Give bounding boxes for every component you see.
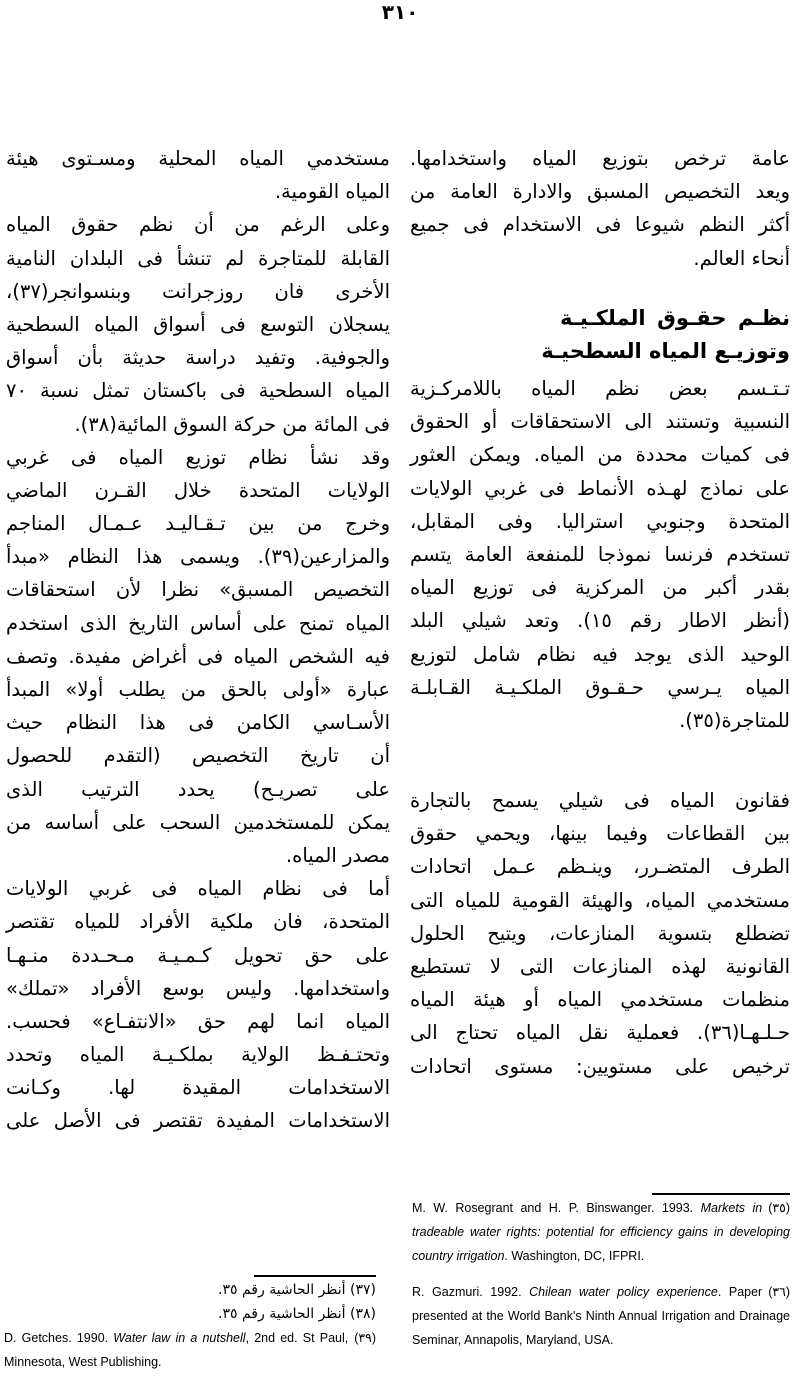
text-line: فيه الشخص المياه فى أغراض مفيدة. وتصف (6, 644, 390, 668)
text-line: مصدر المياه. (285, 843, 390, 867)
text-line: على حق تحويل كـمـيـة مـحـددة منـهـا (6, 943, 390, 967)
footnote-publisher: , 2nd ed. St Paul, Minnesota, West Publishing. (4, 1331, 349, 1369)
footnote-publisher: . Paper presented at the World Bank's Ninth Annual Irrigation and Drainage Seminar, Annapolis, Maryland, USA. (412, 1285, 790, 1347)
text-line: أنحاء العالم. (693, 246, 790, 270)
text-line: أن تاريخ التخصيص (التقدم للحصول (6, 744, 390, 768)
text-line: مستخدمي المياه المحلية ومسـتوى هيئة (6, 147, 390, 170)
text-line: أكثر النظم شيوعا فى الاستخدام فى جميع (410, 213, 790, 237)
footnote-number: (٣٦) (768, 1285, 790, 1299)
right-intro-paragraph (410, 142, 790, 275)
text-line: الولايات المتحدة خلال القـرن الماضي (6, 478, 390, 502)
footnote-divider-right (652, 1193, 790, 1195)
text-line: يسجلان التوسع فى أسواق المياه السطحية (6, 312, 390, 336)
text-line: فقانون المياه فى شيلي يسمح بالتجارة (410, 789, 790, 812)
text-line: نظـم حقـوق الملكـيـة (560, 306, 790, 330)
text-line: القانونية لهذه المنازعات التى لا تستطيع (410, 954, 790, 978)
text-line: الطرف المتضـرر، وينـظم عـمل اتحادات (410, 855, 790, 879)
footnote-entry: (٣٨) أنظر الحاشية رقم ٣٥. (218, 1306, 376, 1322)
text-line: الاستخدامات المفيدة تقتصر فى الأصل على (6, 1109, 390, 1133)
text-line: تستخدم فرنسا نموذجا للمنفعة العامة يتسم (410, 542, 790, 566)
text-line: الأخرى فان روزجرانت وبنسوانجر(٣٧)، (6, 279, 390, 303)
text-line: عبارة «أولى بالحق من يطلب أولا» المبدأ (6, 678, 390, 701)
text-line: تضطلع بتسوية المنازعات، ويتيح الحلول (410, 921, 790, 945)
text-line: القابلة للمتاجرة لم تنشأ فى البلدان النامية (6, 246, 390, 270)
text-line: النسبية وتستند الى الاستحقاقات أو الحقوق (410, 410, 790, 434)
text-line: وعلى الرغم من أن نظم حقوق المياه (6, 213, 390, 237)
text-line: منظمات مستخدمي المياه أو هيئة المياه (410, 988, 790, 1012)
text-line: على نماذج لهـذه الأنماط فى غربي الولايات (410, 476, 790, 500)
right-paragraph-1 (410, 372, 790, 737)
right-paragraph-2 (410, 784, 790, 1083)
text-line: (أنظر الاطار رقم ١٥). وتعد شيلي البلد (410, 609, 790, 633)
text-line: ويعد التخصيص المسبق والادارة العامة من (410, 180, 790, 204)
text-line: فى كميات محددة من المياه. ويمكن العثور (410, 443, 790, 467)
text-line: التخصيص المسبق» نظرا لأن استحقاقات (6, 578, 390, 602)
text-line: والجوفية. وتفيد دراسة حديثة بأن أسواق (6, 346, 390, 370)
footnote-title: Water law in a nutshell (113, 1331, 246, 1345)
text-line: المياه تمنح على أساس التاريخ الذى استخدم (6, 611, 390, 635)
footnote-title: Markets in tradeable water rights: potential for efficiency gains in developing country irrigation (412, 1201, 790, 1263)
text-line: وتوزيـع المياه السطحيـة (541, 339, 790, 364)
footnote-entry (4, 1326, 376, 1374)
text-line: المياه يـرسي حـقـوق الملكـيـة القـابلـة (410, 675, 790, 699)
footnote-publisher: . Washington, DC, IFPRI. (504, 1249, 645, 1263)
footnote-number: (٣٩) (354, 1331, 376, 1345)
text-line: بقدر أكبر من المركزية فى توزيع المياه (410, 576, 790, 600)
text-line: المياه انما لهم حق «الانتفـاع» فحسب. (6, 1009, 390, 1033)
footnote-author: D. Getches. 1990. (4, 1331, 114, 1345)
footnote-entry (412, 1196, 790, 1268)
footnote-divider-left (254, 1275, 376, 1277)
footnote-number: (٣٥) (768, 1201, 790, 1215)
text-line: وقد نشأ نظام توزيع المياه فى غربي (6, 445, 390, 469)
text-line: الاستخدامات المقيدة لها. وكـانت (6, 1076, 390, 1100)
text-line: عامة ترخص بتوزيع المياه واستخدامها. (410, 147, 790, 170)
footnote-author: R. Gazmuri. 1992. (412, 1285, 530, 1299)
text-line: المياه القومية. (274, 180, 390, 204)
text-line: للمتاجرة(٣٥). (679, 708, 790, 732)
text-line: بين القطاعات وفيما بينها، ويحمي حقوق (410, 822, 790, 846)
text-line: تـتـسم بعض نظم المياه باللامركـزية (410, 377, 790, 400)
text-line: أما فى نظام المياه فى غربي الولايات (6, 877, 390, 901)
text-line: ترخيص على مستويين: مستوى اتحادات (410, 1054, 790, 1078)
footnote-entry: (٣٧) أنظر الحاشية رقم ٣٥. (218, 1282, 376, 1298)
text-line: واستخدامها. وليس بوسع الأفراد «تملك» (6, 976, 390, 1000)
text-line: والمزارعين(٣٩). ويسمى هذا النظام «مبدأ (6, 545, 390, 569)
text-line: وخرج من بين تـقـاليـد عـمـال المناجم (6, 512, 390, 536)
text-line: المتحدة وجنوبي استراليا. وفى المقابل، (410, 509, 790, 533)
footnote-entry (412, 1280, 790, 1352)
left-column-text (6, 142, 390, 1138)
footnote-title: Chilean water policy experience (529, 1285, 718, 1299)
text-line: المياه السطحية فى باكستان تمثل نسبة ٧٠ (6, 379, 390, 403)
text-line: المتحدة، فان ملكية الأفراد للمياه تقتصر (6, 910, 390, 934)
text-line: يمكن للمستخدمين السحب على أساسه من (6, 810, 390, 834)
text-line: حـلـهـا(٣٦). فعملية نقل المياه تحتاج الى (410, 1021, 790, 1045)
text-line: الوحيد الذى يوجد فيه نظام شامل لتوزيع (410, 642, 790, 666)
footnote-author: M. W. Rosegrant and H. P. Binswanger. 1993. (412, 1201, 701, 1215)
text-line: وتحتـفـظ الولاية بملكـيـة المياه وتحدد (6, 1043, 390, 1067)
text-line: الأسـاسي الكامن فى هذا النظام حيث (6, 711, 390, 735)
right-footnotes (412, 1196, 790, 1364)
text-line: على تصريـح) يحدد الترتيب الذى (6, 777, 390, 801)
left-footnotes (4, 1278, 376, 1374)
text-line: مستخدمي المياه، والهيئة القومية للمياه التى (410, 888, 790, 912)
text-line: فى المائة من حركة السوق المائية(٣٨). (74, 412, 390, 436)
section-heading (541, 302, 790, 368)
page-number: ٣١٠ (381, 0, 419, 24)
